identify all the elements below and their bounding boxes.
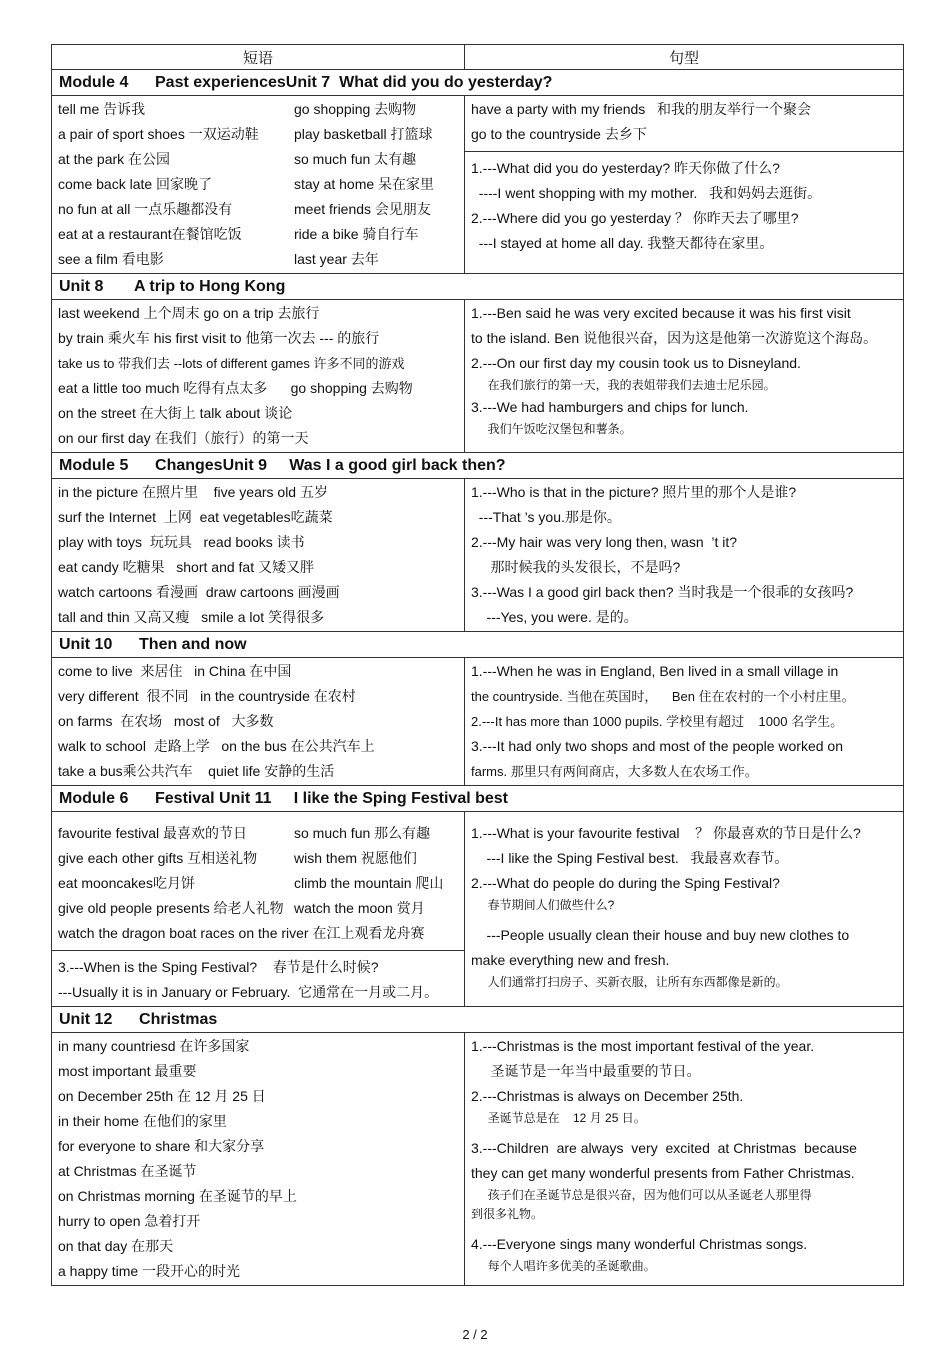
document-table-wrapper (51, 44, 903, 1286)
phrase: give each other gifts 互相送礼物 (58, 850, 258, 866)
unit10-sentences (465, 658, 904, 786)
spacer (471, 915, 899, 923)
section-title-row (52, 274, 904, 300)
phrase: no fun at all 一点乐趣都没有 (58, 201, 233, 217)
phrase-line: on that day 在那天 (58, 1238, 174, 1254)
sentence-line: 2.---What do people do during the Sping Festival? (471, 875, 780, 891)
phrase-line: take us to 带我们去 --lots of different games 许多不同的游戏 (58, 356, 405, 371)
phrase: at the park 在公园 (58, 151, 171, 167)
sentence-line: 4.---Everyone sings many wonderful Christmas songs. (471, 1236, 808, 1252)
phrase: go shopping 去购物 (294, 101, 417, 117)
unit12-content-row (52, 1033, 904, 1286)
unit12-title: Unit 12 Christmas (52, 1007, 904, 1033)
sentence-line: 3.---We had hamburgers and chips for lunch. (471, 399, 749, 415)
unit8-phrases (52, 300, 465, 453)
sentence-line: 圣诞节是一年当中最重要的节日。 (471, 1063, 701, 1079)
sentence-line: 那时候我的头发很长，不是吗? (471, 559, 681, 575)
phrase: watch the moon 赏月 (294, 900, 425, 916)
phrase-line: in the picture 在照片里 five years old 五岁 (58, 484, 328, 500)
divider (465, 151, 903, 152)
sentence-line: ---I stayed at home all day. 我整天都待在家里。 (471, 235, 774, 251)
phrase: so much fun 太有趣 (294, 151, 417, 167)
module6-phrases (52, 812, 465, 1007)
phrase-line: on our first day 在我们（旅行）的第一天 (58, 430, 309, 446)
sentence-line: 2.---It has more than 1000 pupils. 学校里有超过 1000 名学生。 (471, 714, 844, 729)
unit12-sentences (465, 1033, 904, 1286)
phrase: eat mooncakes吃月饼 (58, 875, 195, 891)
phrase-line: have a party with my friends 和我的朋友举行一个聚会 (471, 101, 811, 117)
phrase: stay at home 呆在家里 (294, 176, 435, 192)
phrase: ride a bike 骑自行车 (294, 226, 419, 242)
unit10-title: Unit 10 Then and now (52, 632, 904, 658)
spacer (471, 1128, 899, 1136)
sentence-line: ---That ’s you.那是你。 (471, 509, 621, 525)
sentence-line: 孩子们在圣诞节总是很兴奋，因为他们可以从圣诞老人那里得 (471, 1188, 812, 1202)
unit10-content-row (52, 658, 904, 786)
phrase: tell me 告诉我 (58, 101, 146, 117)
module4-sentences (465, 96, 904, 274)
sentence-line: they can get many wonderful presents from Father Christmas. (471, 1165, 855, 1181)
phrase-line: hurry to open 急着打开 (58, 1213, 201, 1229)
sentence-line: 圣诞节总是在 12 月 25 日。 (471, 1111, 646, 1125)
phrase-line: eat candy 吃糖果 short and fat 又矮又胖 (58, 559, 314, 575)
phrase-line: play with toys 玩玩具 read books 读书 (58, 534, 305, 550)
module4-title: Module 4 Past experiencesUnit 7 What did you do yesterday? (52, 70, 904, 96)
phrase-line (58, 197, 460, 222)
vocabulary-table (51, 44, 904, 1286)
page-number: 2 / 2 (462, 1327, 488, 1342)
section-title-row (52, 453, 904, 479)
phrase-line: very different 很不同 in the countryside 在农村 (58, 688, 356, 704)
phrase-line: in their home 在他们的家里 (58, 1113, 227, 1129)
unit8-sentences (465, 300, 904, 453)
sentence-line: 春节期间人们做些什么? (471, 898, 615, 912)
unit8-title: Unit 8 A trip to Hong Kong (52, 274, 904, 300)
module6-title: Module 6 Festival Unit 11 I like the Sping Festival best (52, 786, 904, 812)
phrase: come back late 回家晚了 (58, 176, 213, 192)
module5-title: Module 5 ChangesUnit 9 Was I a good girl back then? (52, 453, 904, 479)
phrase-line (58, 172, 460, 197)
unit10-phrases (52, 658, 465, 786)
phrase-line: on Christmas morning 在圣诞节的早上 (58, 1188, 297, 1204)
phrase: meet friends 会见朋友 (294, 201, 431, 217)
sentence-line: 3.---Children are always very excited at Christmas because (471, 1140, 857, 1156)
sentence-line: 2.---Where did you go yesterday ？ 你昨天去了哪里? (471, 210, 799, 226)
section-title-row (52, 632, 904, 658)
phrase-line: last weekend 上个周末 go on a trip 去旅行 (58, 305, 320, 321)
sentence-line: farms. 那里只有两间商店，大多数人在农场工作。 (471, 764, 758, 779)
phrase: last year 去年 (294, 251, 379, 267)
sentence-line: 2.---My hair was very long then, wasn ’t it? (471, 534, 738, 550)
sentence-line: 到很多礼物。 (471, 1207, 544, 1221)
phrase-line (58, 247, 460, 272)
section-title-row (52, 1007, 904, 1033)
sentence-line: 1.---Who is that in the picture? 照片里的那个人是谁? (471, 484, 797, 500)
phrase: eat at a restaurant在餐馆吃饭 (58, 226, 242, 242)
phrase-line: watch the dragon boat races on the river 在江上观看龙舟赛 (58, 925, 425, 941)
phrase: a pair of sport shoes 一双运动鞋 (58, 126, 259, 142)
phrase-line (58, 122, 460, 147)
phrase-line: walk to school 走路上学 on the bus 在公共汽车上 (58, 738, 375, 754)
phrase: play basketball 打篮球 (294, 126, 433, 142)
phrase-line: watch cartoons 看漫画 draw cartoons 画漫画 (58, 584, 340, 600)
module5-phrases (52, 479, 465, 632)
module6-sentences (465, 812, 904, 1007)
phrase-line (58, 147, 460, 172)
sentence-line: 1.---What did you do yesterday? 昨天你做了什么? (471, 160, 780, 176)
sentence-line: ----I went shopping with my mother. 我和妈妈去逛街。 (471, 185, 822, 201)
spacer (471, 1224, 899, 1232)
sentence-line: 3.---Was I a good girl back then? 当时我是一个很乖的女孩吗? (471, 584, 854, 600)
phrase-line: by train 乘火车 his first visit to 他第一次去 --- 的旅行 (58, 330, 380, 346)
phrase-line: in many countriesd 在许多国家 (58, 1038, 250, 1054)
header-sentences: 句型 (465, 45, 904, 70)
sentence-line: ---Yes, you were. 是的。 (471, 609, 638, 625)
module5-sentences (465, 479, 904, 632)
phrase-line (58, 846, 460, 871)
divider (52, 950, 464, 951)
sentence-line: 3.---It had only two shops and most of the people worked on (471, 738, 843, 754)
phrase-line: take a bus乘公共汽车 quiet life 安静的生活 (58, 763, 335, 779)
module4-content-row (52, 96, 904, 274)
sentence-line: make everything new and fresh. (471, 952, 670, 968)
phrase: favourite festival 最喜欢的节日 (58, 825, 248, 841)
sentence-line: ---People usually clean their house and buy new clothes to (471, 927, 850, 943)
table-header-row (52, 45, 904, 70)
phrase-line (58, 97, 460, 122)
phrase-line: a happy time 一段开心的时光 (58, 1263, 241, 1279)
phrase-line: on the street 在大街上 talk about 谈论 (58, 405, 293, 421)
phrase-line (58, 821, 460, 846)
module6-content-row (52, 812, 904, 1007)
section-title-row (52, 786, 904, 812)
phrase-line: on December 25th 在 12 月 25 日 (58, 1088, 266, 1104)
sentence-line: ---Usually it is in January or February. 它通常在一月或二月。 (58, 984, 439, 1000)
sentence-line: 每个人唱许多优美的圣诞歌曲。 (471, 1259, 656, 1273)
sentence-line: 我们午饭吃汉堡包和薯条。 (471, 422, 632, 436)
phrase: wish them 祝愿他们 (294, 850, 417, 866)
sentence-line: ---I like the Sping Festival best. 我最喜欢春节。 (471, 850, 789, 866)
phrase-line: surf the Internet 上网 eat vegetables吃蔬菜 (58, 509, 333, 525)
sentence-line: 2.---On our first day my cousin took us to Disneyland. (471, 355, 801, 371)
phrase-line (58, 222, 460, 247)
spacer (471, 813, 899, 821)
phrase-line: eat a little too much 吃得有点太多 go shopping 去购物 (58, 380, 413, 396)
header-phrases: 短语 (52, 45, 465, 70)
sentence-line: 人们通常打扫房子、买新衣服，让所有东西都像是新的。 (471, 975, 788, 989)
phrase-line: for everyone to share 和大家分享 (58, 1138, 265, 1154)
phrase: climb the mountain 爬山 (294, 875, 444, 891)
section-title-row (52, 70, 904, 96)
phrase-line: at Christmas 在圣诞节 (58, 1163, 197, 1179)
sentence-line: to the island. Ben 说他很兴奋，因为这是他第一次游览这个海岛。 (471, 330, 878, 346)
unit12-phrases (52, 1033, 465, 1286)
sentence-line: 1.---Ben said he was very excited because it was his first visit (471, 305, 851, 321)
sentence-line: 1.---Christmas is the most important festival of the year. (471, 1038, 815, 1054)
sentence-line: 1.---What is your favourite festival ？ 你最喜欢的节日是什么? (471, 825, 861, 841)
phrase-line: go to the countryside 去乡下 (471, 126, 647, 142)
phrase-line: on farms 在农场 most of 大多数 (58, 713, 274, 729)
phrase-line: tall and thin 又高又瘦 smile a lot 笑得很多 (58, 609, 325, 625)
phrase-line: come to live 来居住 in China 在中国 (58, 663, 292, 679)
spacer (58, 813, 460, 821)
phrase: see a film 看电影 (58, 251, 164, 267)
phrase: so much fun 那么有趣 (294, 825, 431, 841)
phrase-line (58, 871, 460, 896)
phrase: give old people presents 给老人礼物 (58, 900, 284, 916)
sentence-line: 1.---When he was in England, Ben lived in a small village in (471, 663, 839, 679)
phrase-line: most important 最重要 (58, 1063, 197, 1079)
module5-content-row (52, 479, 904, 632)
unit8-content-row (52, 300, 904, 453)
sentence-line: 2.---Christmas is always on December 25th. (471, 1088, 744, 1104)
module4-phrases (52, 96, 465, 274)
sentence-line: the countryside. 当他在英国时， Ben 住在农村的一个小村庄里。 (471, 689, 855, 704)
sentence-line: 3.---When is the Sping Festival? 春节是什么时候? (58, 959, 379, 975)
phrase-line (58, 896, 460, 921)
sentence-line: 在我们旅行的第一天，我的表姐带我们去迪士尼乐园。 (471, 378, 776, 392)
